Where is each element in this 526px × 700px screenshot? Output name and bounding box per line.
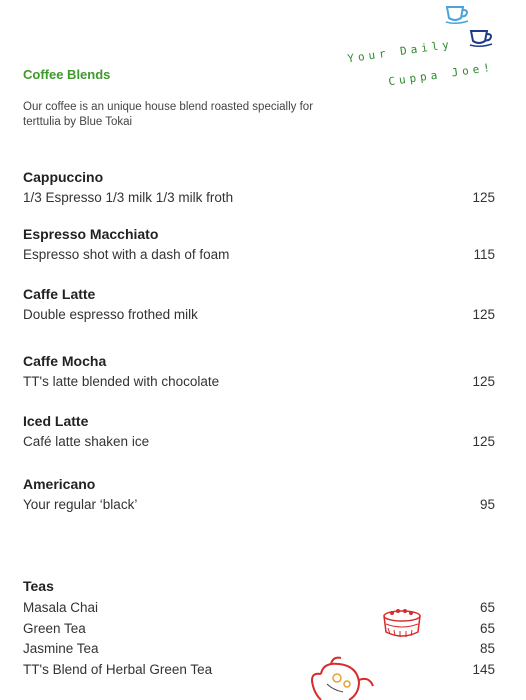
item-name: Espresso Macchiato (23, 226, 159, 242)
tea-name: Green Tea (23, 621, 86, 636)
item-price: 125 (472, 190, 495, 205)
teapot-icon (303, 654, 381, 700)
tea-item (23, 661, 495, 679)
tea-price: 65 (479, 621, 495, 636)
menu-item (23, 352, 495, 391)
item-description: 1/3 Espresso 1/3 milk 1/3 milk froth (23, 190, 234, 205)
tagline-line-2: Cuppa Joe! (387, 60, 495, 89)
section-title: Coffee Blends (23, 67, 111, 82)
cake-icon (378, 606, 426, 642)
item-name: Caffe Latte (23, 286, 96, 302)
item-description: Espresso shot with a dash of foam (23, 247, 230, 262)
item-description: Double espresso frothed milk (23, 307, 198, 322)
item-price: 125 (472, 307, 495, 322)
tea-price: 145 (472, 662, 495, 677)
item-price: 125 (472, 434, 495, 449)
intro-text: Our coffee is an unique house blend roasted specially for terttulia by Blue Tokai (23, 101, 314, 128)
tea-name: Jasmine Tea (23, 641, 99, 656)
menu-item (23, 285, 495, 324)
tea-item (23, 640, 495, 658)
menu-item (23, 412, 495, 451)
item-name: Cappuccino (23, 169, 104, 185)
item-name: Caffe Mocha (23, 353, 107, 369)
teas-title: Teas (23, 578, 54, 594)
coffee-cup-icon (444, 3, 472, 25)
item-name: Iced Latte (23, 413, 89, 429)
item-description: Café latte shaken ice (23, 434, 150, 449)
tea-price: 65 (479, 600, 495, 615)
item-price: 115 (473, 247, 495, 262)
item-price: 95 (479, 497, 495, 512)
tea-price: 85 (479, 641, 495, 656)
item-description: Your regular ‘black’ (23, 497, 138, 512)
tagline-line-1: Your Daily (346, 37, 454, 66)
tea-name: Masala Chai (23, 600, 99, 615)
menu-item (23, 168, 495, 207)
coffee-cup-icon (468, 28, 496, 48)
menu-item (23, 475, 495, 514)
item-price: 125 (472, 374, 495, 389)
item-name: Americano (23, 476, 96, 492)
tea-name: TT's Blend of Herbal Green Tea (23, 662, 213, 677)
item-description: TT's latte blended with chocolate (23, 374, 220, 389)
menu-item (23, 225, 495, 264)
